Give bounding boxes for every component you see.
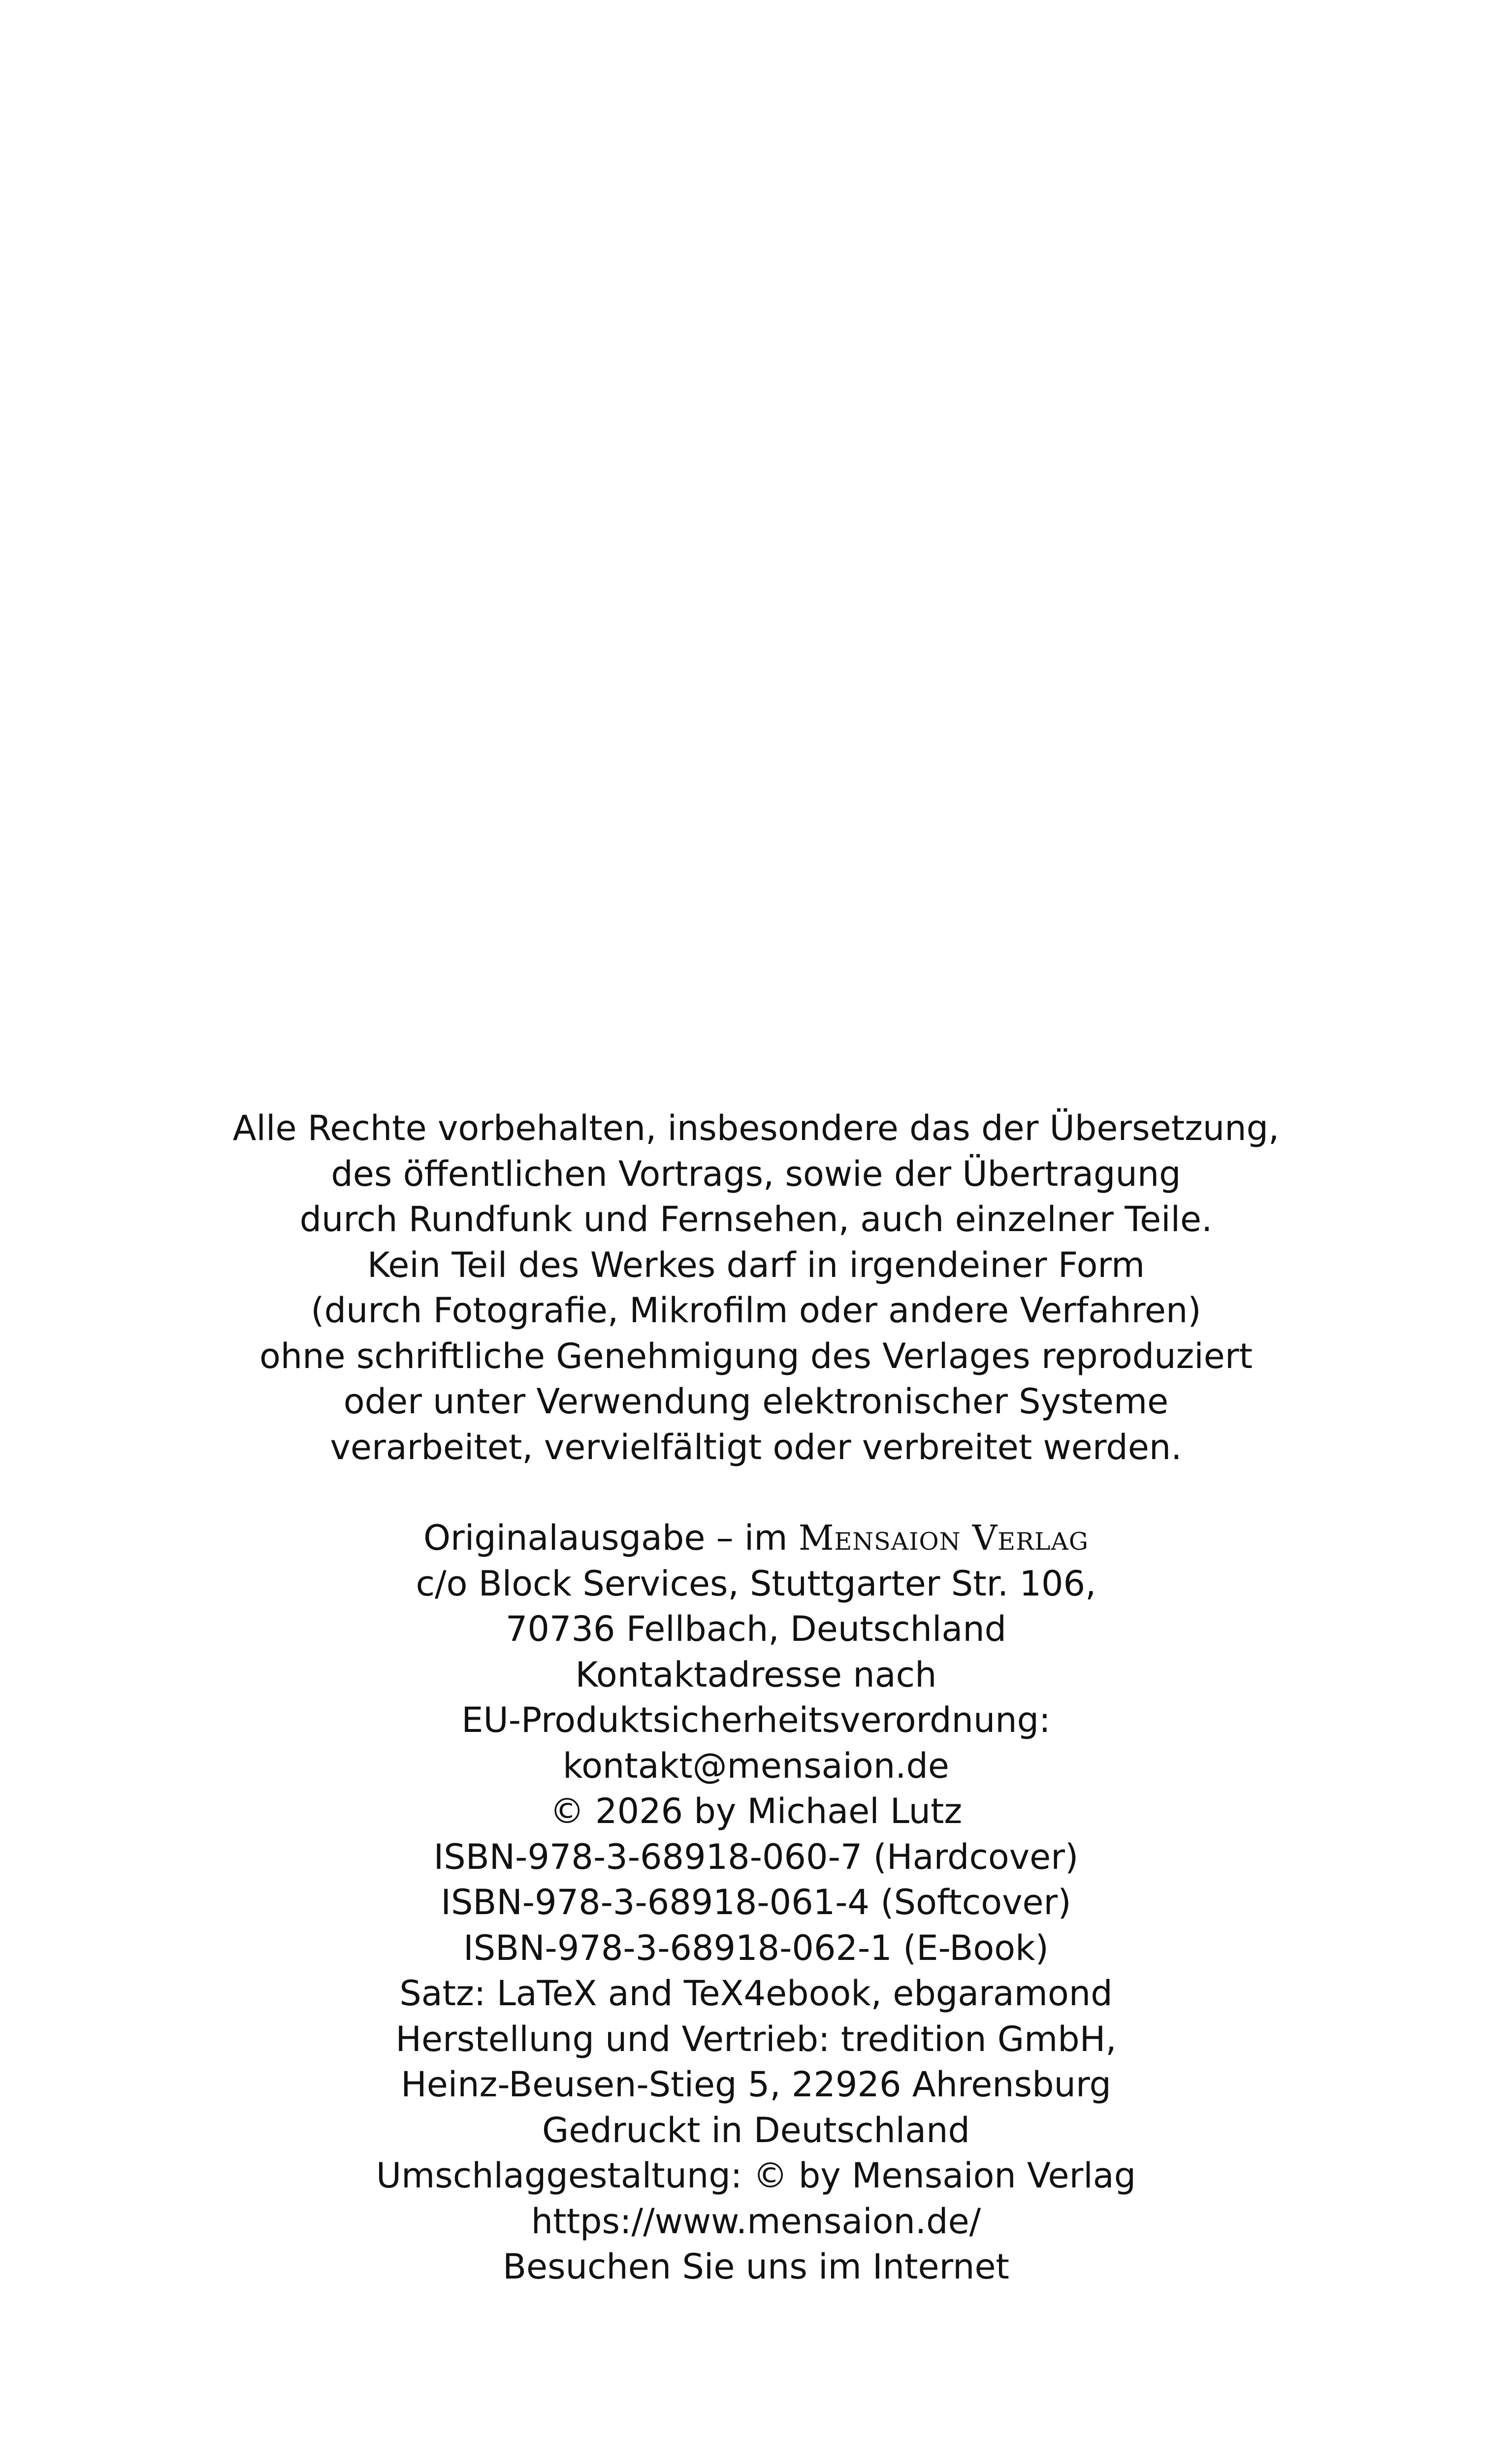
rights-line: Alle Rechte vorbehalten, insbesondere das der Übersetzung, <box>232 1108 1280 1148</box>
website: https://www.mensaion.de/ <box>531 2201 981 2242</box>
isbn-softcover: ISBN-978-3-68918-061-4 (Softcover) <box>441 1882 1071 1922</box>
isbn-hardcover: ISBN-978-3-68918-060-7 (Hardcover) <box>433 1836 1079 1877</box>
isbn-ebook: ISBN-978-3-68918-062-1 (E-Book) <box>463 1927 1049 1968</box>
rights-line: oder unter Verwendung elektronischer Systeme <box>343 1381 1169 1422</box>
edition-line <box>0 1515 1512 1561</box>
production-address: Heinz-Beusen-Stieg 5, 22926 Ahrensburg <box>401 2064 1111 2105</box>
contact-label: Kontaktadresse nach <box>575 1654 937 1695</box>
visit-us: Besuchen Sie uns im Internet <box>503 2247 1009 2287</box>
publisher-name: Mensaion Verlag <box>798 1518 1089 1558</box>
cover-design: Umschlaggestaltung: © by Mensaion Verlag <box>376 2155 1136 2196</box>
address-line: 70736 Fellbach, Deutschland <box>505 1609 1007 1649</box>
rights-line: Kein Teil des Werkes darf in irgendeiner Form <box>367 1244 1145 1285</box>
rights-line: verarbeitet, vervielfältigt oder verbreitet werden. <box>330 1427 1182 1467</box>
typesetting-line <box>0 1971 1512 2017</box>
production-line: Herstellung und Vertrieb: tredition GmbH, <box>395 2019 1117 2059</box>
edition-prefix: Originalausgabe – im <box>423 1518 799 1558</box>
rights-line: ohne schriftliche Genehmigung des Verlages reproduziert <box>259 1336 1253 1376</box>
contact-email: kontakt@mensaion.de <box>563 1745 949 1786</box>
printed-in: Gedruckt in Deutschland <box>542 2110 970 2150</box>
typesetting-prefix: Satz: <box>399 1973 497 2014</box>
address-line: c/o Block Services, Stuttgarter Str. 106, <box>416 1563 1096 1604</box>
rights-line: (durch Fotografie, Mikrofilm oder andere Verfahren) <box>311 1290 1201 1331</box>
rights-line: durch Rundfunk und Fernsehen, auch einzelner Teile. <box>299 1199 1213 1239</box>
rights-line: des öffentlichen Vortrags, sowie der Übertragung <box>331 1153 1181 1194</box>
latex-logo: LaTeX <box>496 1973 597 2014</box>
imprint <box>0 1515 1512 2290</box>
typesetting-suffix: 4ebook, ebgaramond <box>743 1973 1113 2014</box>
contact-label: EU-Produktsicherheitsverordnung: <box>461 1700 1051 1740</box>
rights-notice <box>0 1106 1512 1470</box>
copyright-line: © 2026 by Michael Lutz <box>549 1791 963 1831</box>
typesetting-and: and <box>597 1973 684 2014</box>
tex-logo: TeX <box>683 1973 744 2014</box>
